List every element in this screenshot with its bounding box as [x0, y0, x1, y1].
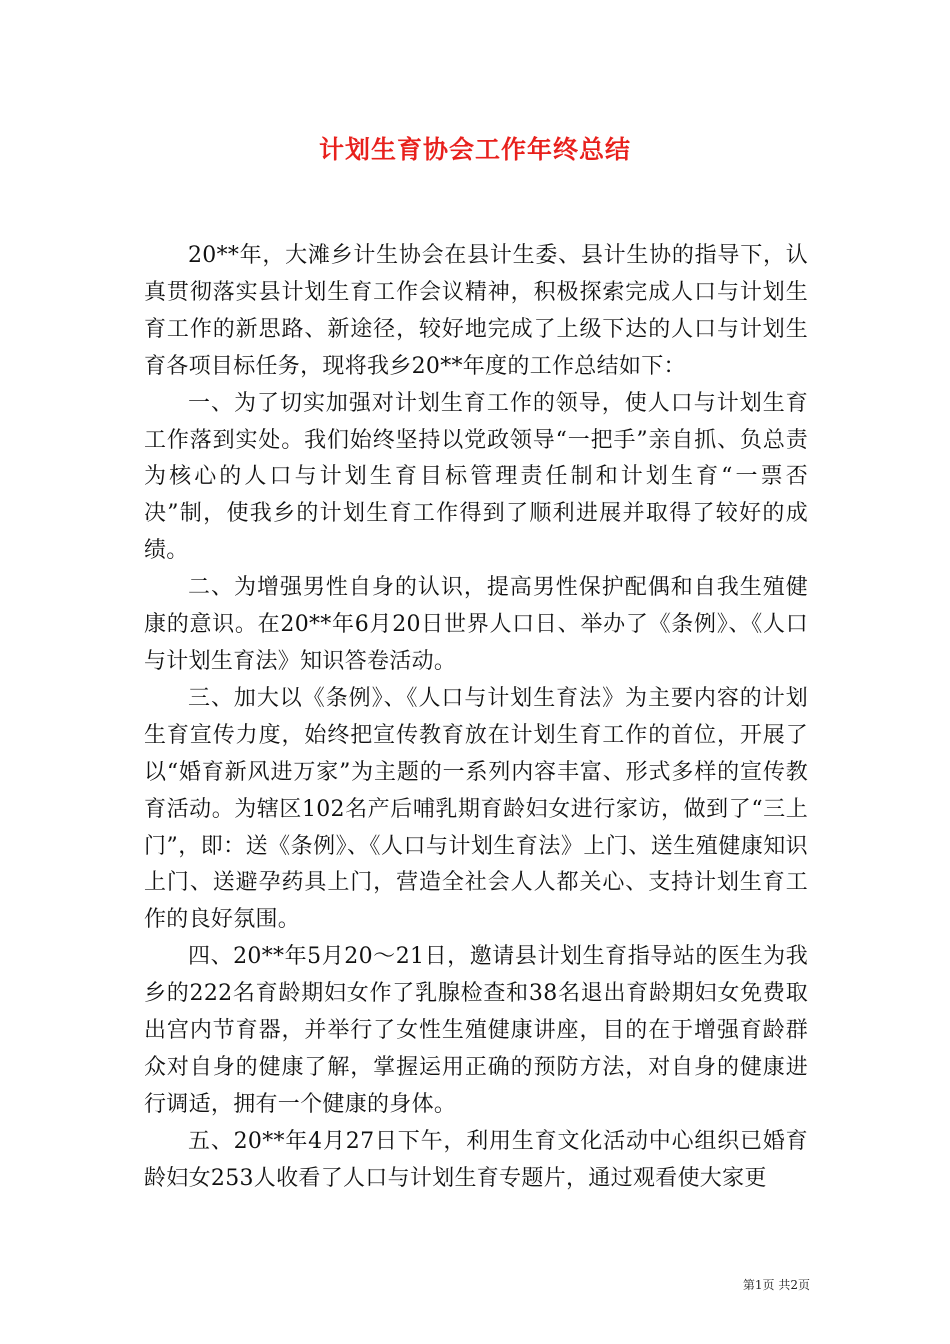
paragraph-section-2: 二、为增强男性自身的认识，提高男性保护配偶和自我生殖健康的意识。在20**年6月20日世界人口日、举办了《条例》、《人口与计划生育法》知识答卷活动。: [144, 575, 808, 674]
paragraph-section-5: 五、20**年4月27日下午，利用生育文化活动中心组织已婚育龄妇女253人收看了人口与计划生育专题片，通过观看使大家更: [144, 1128, 808, 1191]
paragraph-section-1: 一、为了切实加强对计划生育工作的领导，使人口与计划生育工作落到实处。我们始终坚持以党政领导“一把手”亲自抓、负总责为核心的人口与计划生育目标管理责任制和计划生育“一票否决”制，使我乡的计划生育工作得到了顺利进展并取得了较好的成绩。: [144, 390, 808, 564]
document-body: [144, 238, 808, 1198]
paragraph-section-3: 三、加大以《条例》、《人口与计划生育法》为主要内容的计划生育宣传力度，始终把宣传教育放在计划生育工作的首位，开展了以“婚育新风进万家”为主题的一系列内容丰富、形式多样的宣传教育活动。为辖区102名产后哺乳期育龄妇女进行家访，做到了“三上门”，即：送《条例》、《人口与计划生育法》上门、送生殖健康知识上门、送避孕药具上门，营造全社会人人都关心、支持计划生育工作的良好氛围。: [144, 685, 808, 933]
document-title: 计划生育协会工作年终总结: [318, 135, 631, 164]
paragraph-section-4: 四、20**年5月20～21日，邀请县计划生育指导站的医生为我乡的222名育龄期妇女作了乳腺检查和38名退出育龄期妇女免费取出宫内节育器，并举行了女性生殖健康讲座，目的在于增强育龄群众对自身的健康了解，掌握运用正确的预防方法，对自身的健康进行调适，拥有一个健康的身体。: [144, 944, 808, 1117]
paragraph-intro: 20**年，大滩乡计生协会在县计生委、县计生协的指导下，认真贯彻落实县计划生育工作会议精神，积极探索完成人口与计划生育工作的新思路、新途径，较好地完成了上级下达的人口与计划生育各项目标任务，现将我乡20**年度的工作总结如下：: [144, 243, 808, 379]
page-number-footer: 第1页 共2页: [742, 1278, 810, 1292]
